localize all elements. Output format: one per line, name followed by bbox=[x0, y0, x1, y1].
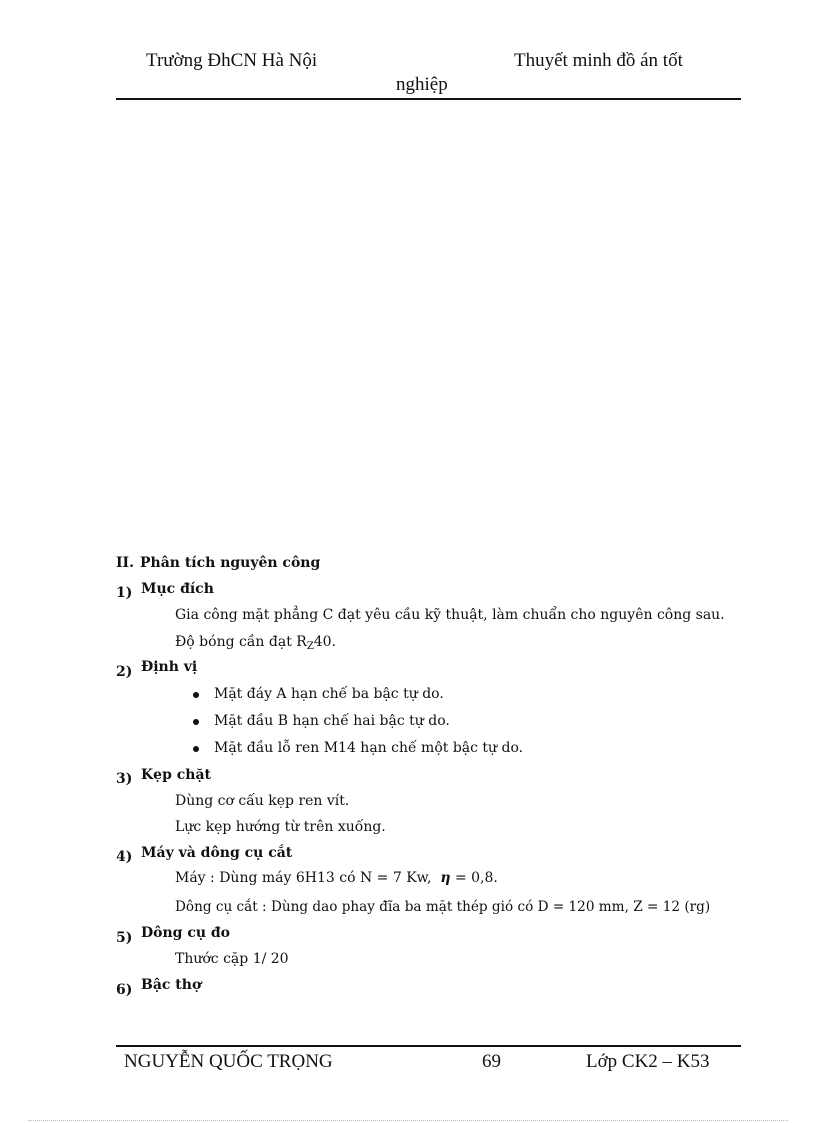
header-rule bbox=[116, 98, 741, 100]
item-6-number: 6) bbox=[116, 982, 133, 998]
bullet-icon bbox=[193, 746, 199, 752]
item-1-title: Mục đích bbox=[141, 581, 214, 597]
footer-author: NGUYỄN QUỐC TRỌNG bbox=[124, 1051, 333, 1072]
item-4-tool: Dông cụ cắt : Dùng dao phay đĩa ba mặt thép gió có D = 120 mm, Z = 12 (rg) bbox=[175, 899, 711, 915]
footer-rule bbox=[116, 1045, 741, 1047]
bullet-icon bbox=[193, 692, 199, 698]
item-4-machine bbox=[175, 870, 498, 886]
bullet-icon bbox=[193, 719, 199, 725]
item-1-line-1: Gia công mặt phẳng C đạt yêu cầu kỹ thuật, làm chuẩn cho nguyên công sau. bbox=[175, 607, 725, 623]
page-edge bbox=[28, 1120, 788, 1121]
item-3-line-1: Dùng cơ cấu kẹp ren vít. bbox=[175, 793, 350, 809]
bullet-item-2: Mặt đầu B hạn chế hai bậc tự do. bbox=[214, 713, 450, 729]
section-number: II. bbox=[116, 555, 134, 571]
roughness-value: 40. bbox=[313, 634, 337, 650]
header-title: Thuyết minh đồ án tốt bbox=[514, 50, 683, 71]
item-3-number: 3) bbox=[116, 771, 133, 787]
item-4-number: 4) bbox=[116, 849, 133, 865]
machine-text: Máy : Dùng máy 6H13 có N = 7 Kw, bbox=[175, 870, 432, 886]
bullet-item-1: Mặt đáy A hạn chế ba bậc tự do. bbox=[214, 686, 444, 702]
item-6-title: Bậc thợ bbox=[141, 977, 202, 993]
eta-symbol: η bbox=[440, 870, 451, 886]
roughness-label: Độ bóng cần đạt R bbox=[175, 634, 307, 650]
item-2-title: Định vị bbox=[141, 659, 198, 675]
header-school: Trường ĐhCN Hà Nội bbox=[146, 50, 318, 71]
footer-page-number: 69 bbox=[482, 1051, 501, 1072]
item-5-number: 5) bbox=[116, 930, 133, 946]
roughness-subscript: Z bbox=[306, 641, 314, 652]
machine-efficiency: = 0,8. bbox=[454, 870, 498, 886]
item-2-number: 2) bbox=[116, 664, 133, 680]
section-heading: Phân tích nguyên công bbox=[140, 555, 321, 571]
header-title-wrap: nghiệp bbox=[396, 74, 448, 95]
item-3-title: Kẹp chặt bbox=[141, 767, 211, 783]
item-1-number: 1) bbox=[116, 585, 133, 601]
item-4-title: Máy và dông cụ cắt bbox=[141, 845, 293, 861]
footer-class: Lớp CK2 – K53 bbox=[586, 1051, 710, 1072]
bullet-item-3: Mặt đầu lỗ ren M14 hạn chế một bậc tự do. bbox=[214, 740, 524, 756]
item-5-title: Dông cụ đo bbox=[141, 925, 231, 941]
item-5-line-1: Thước cặp 1/ 20 bbox=[175, 951, 289, 967]
item-1-line-2 bbox=[175, 634, 336, 652]
item-3-line-2: Lực kẹp hướng từ trên xuống. bbox=[175, 819, 386, 835]
